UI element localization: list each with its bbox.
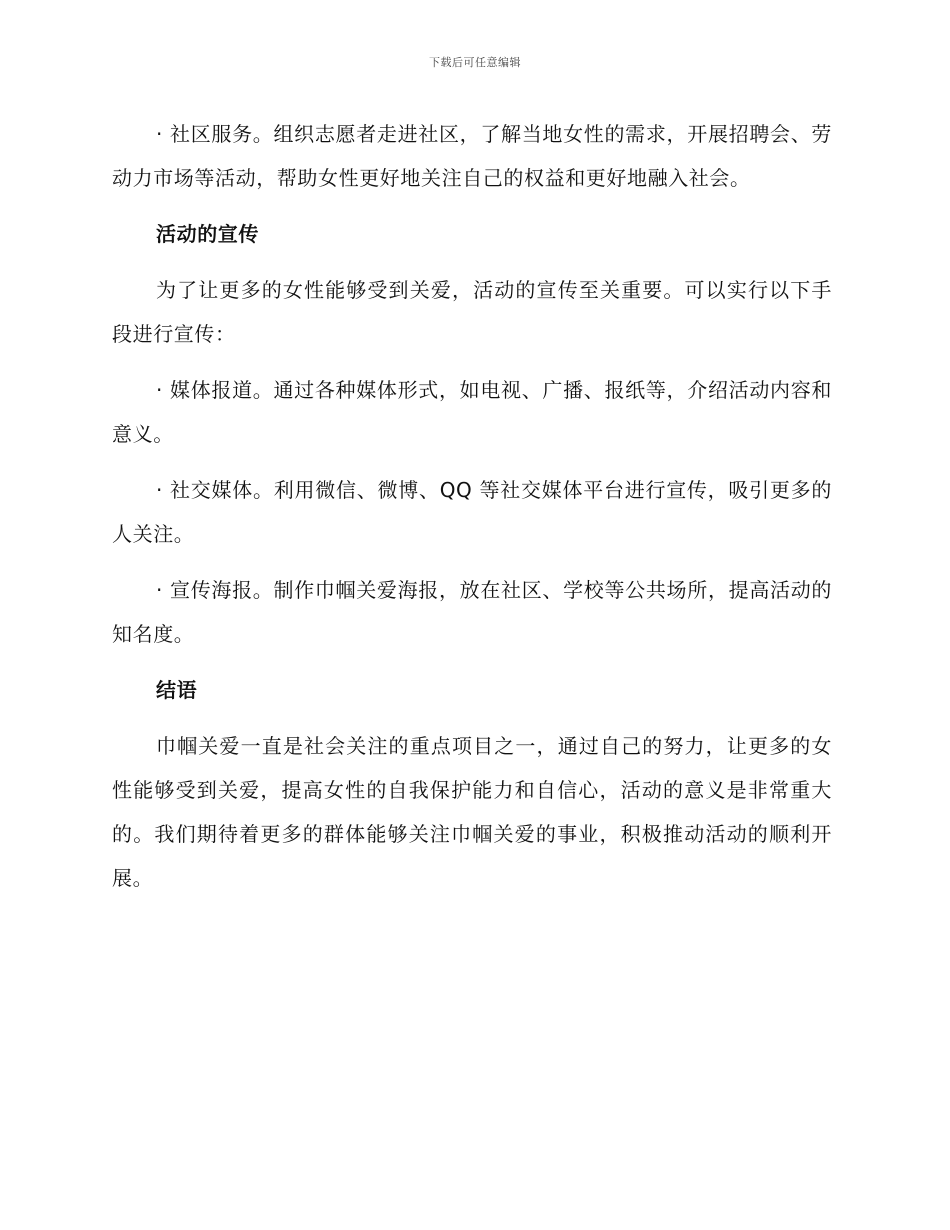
section-heading-promotion: 活动的宣传	[156, 222, 259, 246]
paragraph-social-media: · 社交媒体。利用微信、微博、QQ 等社交媒体平台进行宣传，吸引更多的人关注。	[112, 478, 832, 546]
document-body	[112, 112, 832, 912]
paragraph-promotion-intro: 为了让更多的女性能够受到关爱，活动的宣传至关重要。可以实行以下手段进行宣传：	[112, 278, 832, 346]
page-header: 下载后可任意编辑	[429, 56, 521, 69]
paragraph-media-coverage: · 媒体报道。通过各种媒体形式，如电视、广播、报纸等，介绍活动内容和意义。	[112, 378, 832, 446]
section-heading-conclusion: 结语	[156, 678, 198, 702]
paragraph-conclusion: 巾帼关爱一直是社会关注的重点项目之一，通过自己的努力，让更多的女性能够受到关爱，提高女性的自我保护能力和自信心，活动的意义是非常重大的。我们期待着更多的群体能够关注巾帼关爱的事业，积极推动活动的顺利开展。	[112, 734, 832, 890]
paragraph-posters: · 宣传海报。制作巾帼关爱海报，放在社区、学校等公共场所，提高活动的知名度。	[112, 578, 832, 646]
paragraph-community-service: · 社区服务。组织志愿者走进社区，了解当地女性的需求，开展招聘会、劳动力市场等活动，帮助女性更好地关注自己的权益和更好地融入社会。	[112, 122, 832, 190]
